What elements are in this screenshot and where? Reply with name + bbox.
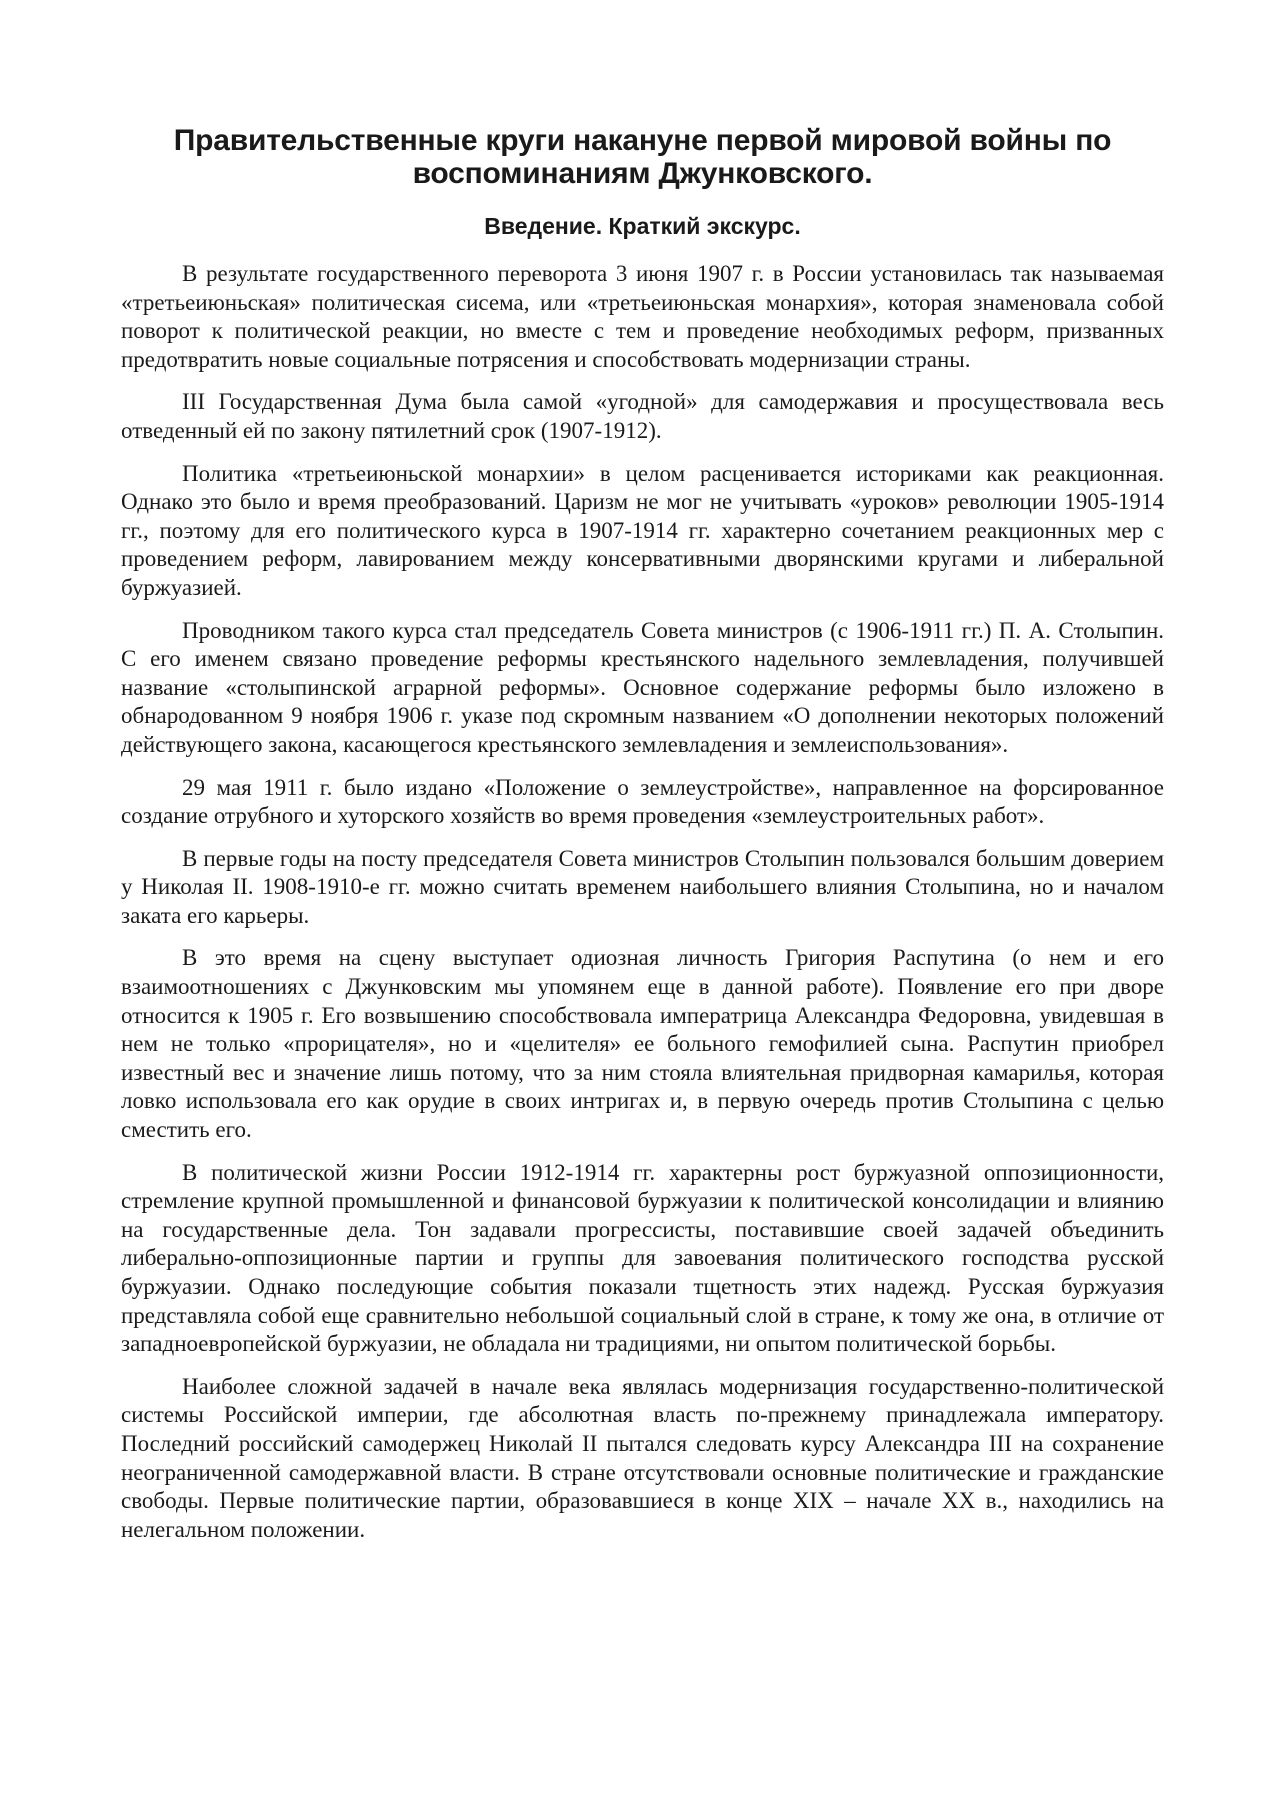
document-page [121,124,1164,1558]
paragraph: III Государственная Дума была самой «угодной» для самодержавия и просуществовала весь отведенный ей по закону пятилетний срок (1907-1912). [121,389,1164,443]
paragraph: В это время на сцену выступает одиозная личность Григория Распутина (о нем и его взаимоотношениях с Джунковским мы упомянем еще в данной работе). Появление его при дворе относится к 1905 г. Его возвышению способствовала императрица Александра Федоровна, увидевшая в нем не только «прорицателя», но и «целителя» ее больного гемофилией сына. Распутин приобрел известный вес и значение лишь потому, что за ним стояла влиятельная придворная камарилья, которая ловко использовала его как орудие в своих интригах и, в первую очередь против Столыпина с целью сместить его. [121,945,1164,1143]
document-body [121,260,1164,1544]
document-subtitle: Введение. Краткий экскурс. [484,213,801,239]
paragraph: В результате государственного переворота 3 июня 1907 г. в России установилась так называемая «третьеиюньская» политическая сисема, или «третьеиюньская монархия», которая знаменовала собой поворот к политической реакции, но вместе с тем и проведение необходимых реформ, призванных предотвратить новые социальные потрясения и способствовать модернизации страны. [121,261,1164,372]
paragraph: В политической жизни России 1912-1914 гг. характерны рост буржуазной оппозиционности, стремление крупной промышленной и финансовой буржуазии к политической консолидации и влиянию на государственные дела. Тон задавали прогрессисты, поставившие своей задачей объединить либерально-оппозиционные партии и группы для завоевания политического господства русской буржуазии. Однако последующие события показали тщетность этих надежд. Русская буржуазия представляла собой еще сравнительно небольшой социальный слой в стране, к тому же она, в отличие от западноевропейской буржуазии, не обладала ни традициями, ни опытом политической борьбы. [121,1159,1164,1357]
paragraph: 29 мая 1911 г. было издано «Положение о землеустройстве», направленное на форсированное создание отрубного и хуторского хозяйств во время проведения «землеустроительных работ». [121,774,1164,829]
document-title: Правительственные круги накануне первой мировой войны по воспоминаниям Джунковского. [173,124,1112,190]
paragraph: В первые годы на посту председателя Совета министров Столыпин пользовался большим доверием у Николая II. 1908-1910-е гг. можно считать временем наибольшего влияния Столыпина, но и началом заката его карьеры. [121,845,1164,928]
paragraph: Проводником такого курса стал председатель Совета министров (с 1906-1911 гг.) П. А. Столыпин. С его именем связано проведение реформы крестьянского надельного землевладения, получившей название «столыпинской аграрной реформы». Основное содержание реформы было изложено в обнародованном 9 ноября 1906 г. указе под скромным названием «О дополнении некоторых положений действующего закона, касающегося крестьянского землевладения и землеиспользования». [121,617,1164,757]
paragraph: Политика «третьеиюньской монархии» в целом расценивается историками как реакционная. Однако это было и время преобразований. Царизм не мог не учитывать «уроков» революции 1905-1914 гг., поэтому для его политического курса в 1907-1914 гг. характерно сочетанием реакционных мер с проведением реформ, лавированием между консервативными дворянскими кругами и либеральной буржуазией. [121,460,1164,600]
paragraph: Наиболее сложной задачей в начале века являлась модернизация государственно-политической системы Российской империи, где абсолютная власть по-прежнему принадлежала императору. Последний российский самодержец Николай II пытался следовать курсу Александра III на сохранение неограниченной самодержавной власти. В стране отсутствовали основные политические и гражданские свободы. Первые политические партии, образовавшиеся в конце XIX – начале XX в., находились на нелегальном положении. [121,1373,1164,1542]
